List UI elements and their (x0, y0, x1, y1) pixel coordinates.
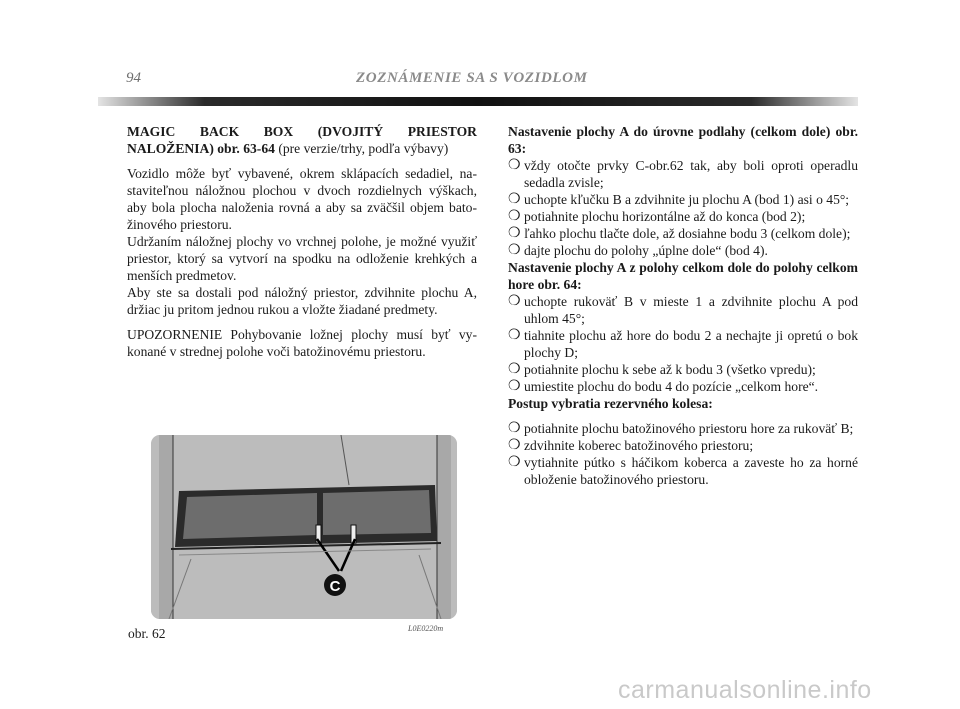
section1-heading: Nastavenie plochy A do úrovne podlahy (celkom dole) obr. 63: (508, 124, 858, 156)
list-item: ❍ potiahnite plochu k sebe až k bodu 3 (všetko vpredu); (508, 362, 816, 377)
list-item: ❍ zdvihnite koberec batožinového priestoru; (508, 438, 754, 453)
page-number: 94 (126, 70, 141, 86)
section1-list (508, 157, 858, 259)
bullet-icon: ❍ (508, 226, 521, 241)
callout-c: C (329, 578, 341, 595)
figure-code: L0E0220m (408, 624, 444, 633)
bullet-icon: ❍ (508, 455, 521, 470)
list-item: ❍ potiahnite plochu batožinového priestoru hore za rukoväť B; (508, 421, 854, 436)
list-item: ❍ uchopte rukoväť B v mieste 1 a zdvihnite plochu A pod uhlom 45°; (508, 294, 858, 326)
bullet-icon: ❍ (508, 379, 521, 394)
section3-heading: Postup vybratia rezervného kolesa: (508, 396, 713, 411)
bullet-icon: ❍ (508, 421, 521, 436)
running-title: ZOZNÁMENIE SA S VOZIDLOM (356, 70, 588, 86)
bullet-icon: ❍ (508, 294, 521, 309)
section2-heading: Nastavenie plochy A z polohy celkom dole do polohy celkom hore obr. 64: (508, 260, 858, 292)
bullet-icon: ❍ (508, 158, 521, 173)
bullet-icon: ❍ (508, 192, 521, 207)
left-column (127, 123, 477, 360)
trunk-illustration (151, 435, 457, 619)
list-item: ❍ umiestite plochu do bodu 4 do pozície „celkom hore“. (508, 379, 819, 394)
right-column (508, 123, 858, 488)
figure-ref: obr. 63-64 (213, 141, 275, 156)
header-rule (98, 97, 858, 106)
warning-paragraph: UPOZORNENIE Pohybovanie ložnej plochy musí byť vy-konané v strednej polohe voči batožinovému priestoru. (127, 327, 477, 359)
title-note: (pre verzie/trhy, podľa výbavy) (274, 141, 449, 156)
trunk-drawing (151, 435, 457, 619)
watermark: carmanualsonline.info (618, 676, 872, 704)
list-item: ❍ vždy otočte prvky C-obr.62 tak, aby boli oproti operadlu sedadla zvisle; (508, 158, 858, 190)
list-item: ❍ potiahnite plochu horizontálne až do konca (bod 2); (508, 209, 806, 224)
section2-list (508, 293, 858, 395)
section-title (127, 123, 477, 157)
bullet-icon: ❍ (508, 243, 521, 258)
list-item: ❍ vytiahnite pútko s háčikom koberca a zaveste ho za horné obloženie batožinového priestoru. (508, 455, 858, 487)
list-item: ❍ tiahnite plochu až hore do bodu 2 a nechajte ji opretú o bok plochy D; (508, 328, 858, 360)
list-item: ❍ dajte plochu do polohy „úplne dole“ (bod 4). (508, 243, 768, 258)
paragraph-intro: Vozidlo môže byť vybavené, okrem sklápacích sedadiel, na-staviteľnou náložnou plochou v dvoch rozdielnych výškach, aby bola plocha naloženia rovná a aby sa zväčšil objem bato-žinového priestoru. (127, 166, 477, 232)
bullet-icon: ❍ (508, 328, 521, 343)
bullet-icon: ❍ (508, 438, 521, 453)
bullet-icon: ❍ (508, 362, 521, 377)
list-item: ❍ ľahko plochu tlačte dole, až dosiahne bodu 3 (celkom dole); (508, 226, 851, 241)
paragraph-upper-position: Udržaním náložnej plochy vo vrchnej polohe, je možné využiť priestor, ktorý sa vytvorí na spodku na odloženie krehkých a menších predmetov. (127, 234, 477, 283)
figure-caption: obr. 62 (128, 626, 166, 641)
section-title-text: MAGIC BACK BOX (DVOJITÝ PRIESTOR NALOŽENIA) (127, 124, 477, 156)
section3-list (508, 420, 858, 488)
bullet-icon: ❍ (508, 209, 521, 224)
paragraph-access: Aby ste sa dostali pod náložný priestor, zdvihnite plochu A, držiac ju pritom jednou rukou a vložte žiadané predmety. (127, 285, 477, 317)
list-item: ❍ uchopte kľučku B a zdvihnite ju plochu A (bod 1) asi o 45°; (508, 192, 850, 207)
